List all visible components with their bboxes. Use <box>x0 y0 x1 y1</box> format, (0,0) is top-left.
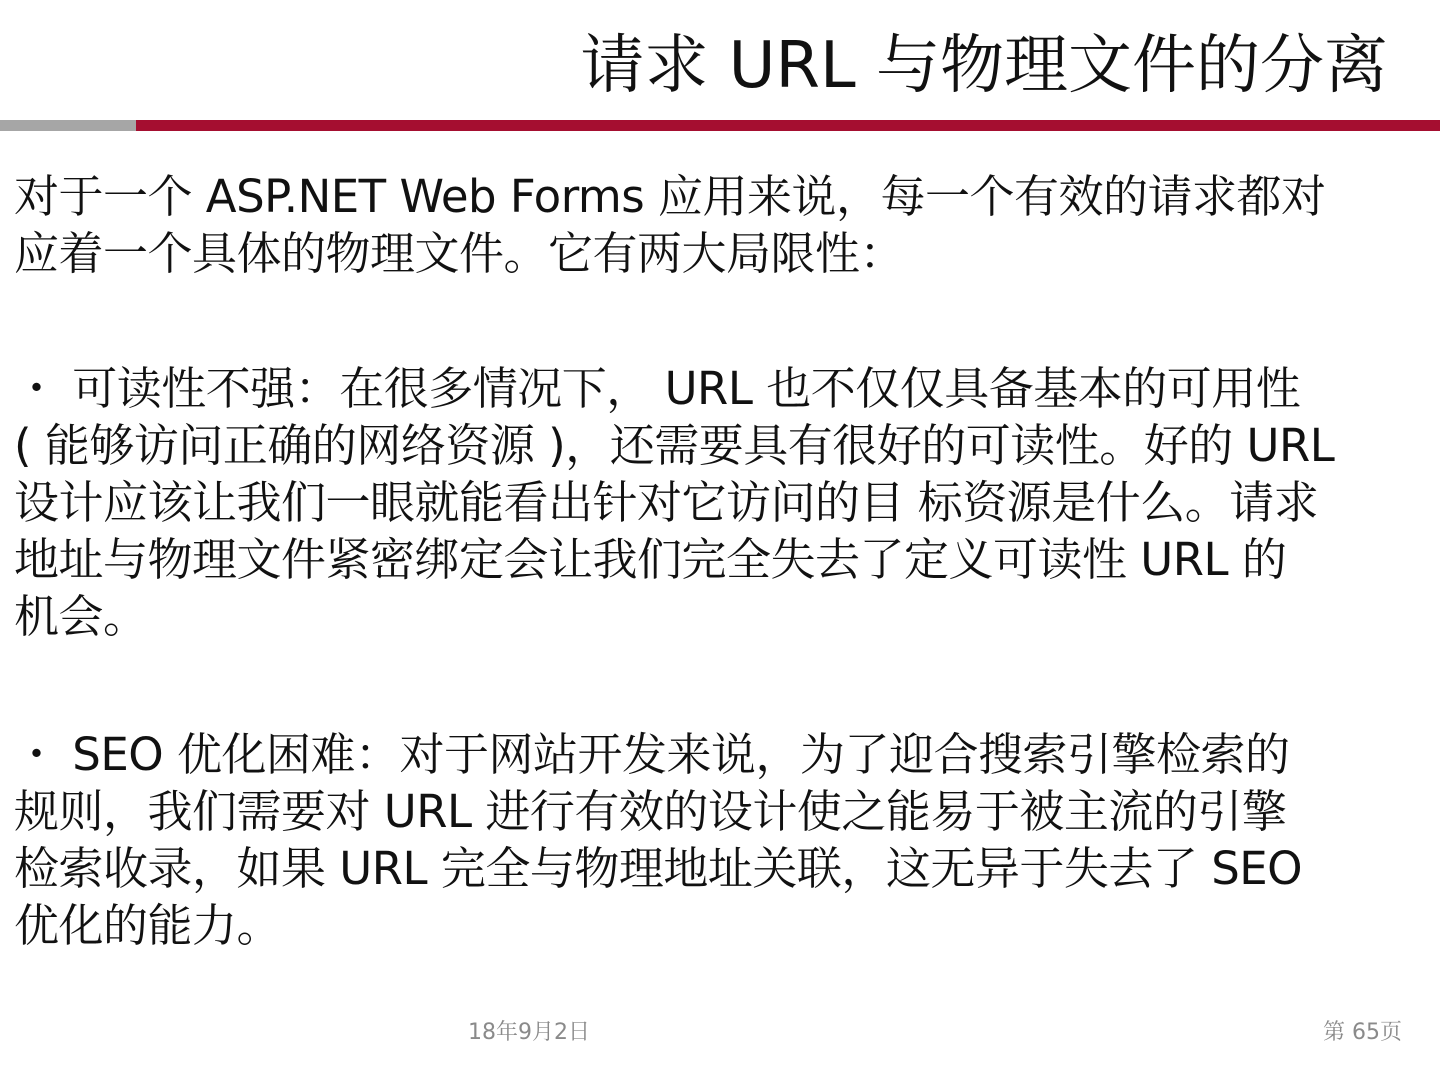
title-rule-gray <box>0 120 136 131</box>
footer-date: 18年9月2日 <box>468 1020 590 1045</box>
bullet-seo: ・ SEO 优化困难：对于网站开发来说，为了迎合搜索引擎检索的 规则，我们需要对 URL 进行有效的设计使之能易于被主流的引擎 检索收录，如果 URL 完全与物理地址关联，这无异于失去了 SEO 优化的能力。 <box>14 728 1303 952</box>
slide-title: 请求 URL 与物理文件的分离 <box>580 29 1388 103</box>
title-rule-red <box>136 120 1440 131</box>
footer-page-number: 第 65页 <box>1323 1020 1402 1045</box>
intro-paragraph: 对于一个 ASP.NET Web Forms 应用来说，每一个有效的请求都对 应着一个具体的物理文件。它有两大局限性： <box>14 170 1326 280</box>
bullet-readability: ・ 可读性不强：在很多情况下， URL 也不仅仅具备基本的可用性 ( 能够访问正确的网络资源 )，还需要具有很好的可读性。好的 URL 设计应该让我们一眼就能看出针对它访问的目 标资源是什么。请求 地址与物理文件紧密绑定会让我们完全失去了定义可读性 URL 的 机会。 <box>14 362 1335 643</box>
